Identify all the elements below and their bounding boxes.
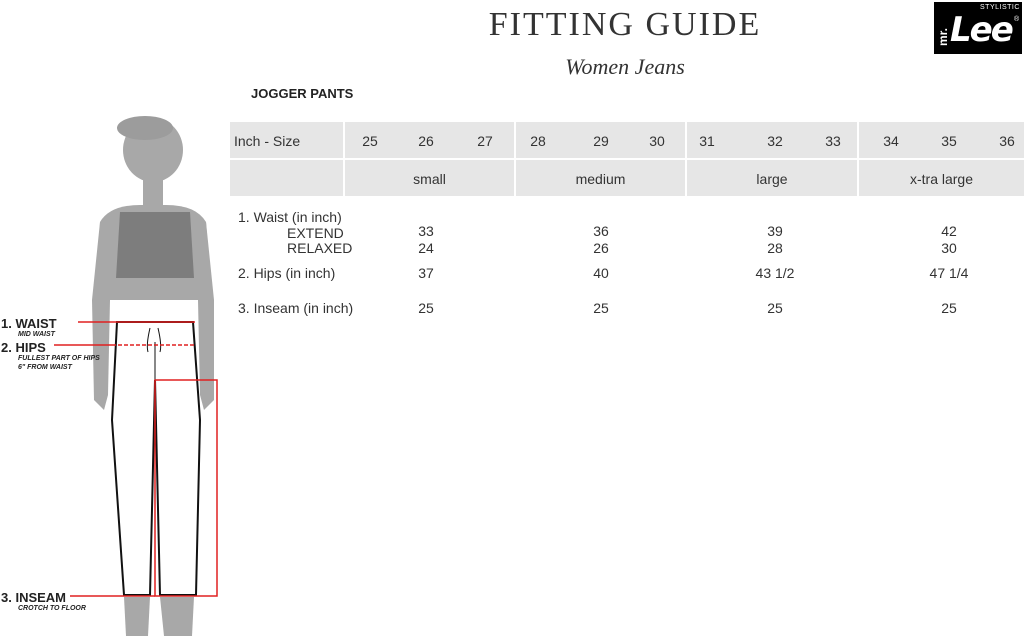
- size-header-label: Inch - Size: [234, 133, 301, 149]
- hips-measure-sub2: 6" FROM WAIST: [18, 364, 72, 371]
- size-group: medium: [575, 171, 626, 187]
- hips-value: 43 1/2: [755, 265, 795, 281]
- logo-reg: ®: [1014, 16, 1020, 23]
- size-cell: 29: [593, 133, 609, 149]
- size-cell: 35: [941, 133, 957, 149]
- size-group: large: [756, 171, 788, 187]
- hips-value: 40: [593, 265, 609, 281]
- hips-value: 37: [418, 265, 434, 281]
- waist-measure-label: 1. WAIST: [1, 316, 57, 331]
- relaxed-value: 26: [593, 240, 609, 256]
- size-cell: 34: [883, 133, 899, 149]
- inseam-value: 25: [941, 300, 957, 316]
- size-cell: 26: [418, 133, 434, 149]
- table-divider: [230, 158, 1024, 160]
- extend-label: EXTEND: [287, 225, 344, 241]
- inseam-value: 25: [767, 300, 783, 316]
- relaxed-value: 24: [418, 240, 434, 256]
- waist-label: 1. Waist (in inch): [238, 209, 342, 225]
- size-group: x-tra large: [909, 171, 974, 187]
- product-name: JOGGER PANTS: [251, 86, 354, 101]
- size-cell: 36: [999, 133, 1015, 149]
- logo-mr: mr.: [936, 27, 950, 46]
- extend-value: 39: [767, 223, 783, 239]
- size-group: small: [413, 171, 446, 187]
- size-cell: 31: [699, 133, 715, 149]
- inseam-measure-sub: CROTCH TO FLOOR: [18, 605, 86, 612]
- extend-value: 33: [418, 223, 434, 239]
- hips-value: 47 1/4: [929, 265, 969, 281]
- size-cell: 27: [477, 133, 493, 149]
- inseam-value: 25: [418, 300, 434, 316]
- size-cell: 33: [825, 133, 841, 149]
- relaxed-value: 30: [941, 240, 957, 256]
- relaxed-label: RELAXED: [287, 240, 353, 256]
- relaxed-value: 28: [767, 240, 783, 256]
- size-cell: 30: [649, 133, 665, 149]
- extend-value: 36: [593, 223, 609, 239]
- hips-label: 2. Hips (in inch): [238, 265, 336, 281]
- hips-measure-label: 2. HIPS: [1, 340, 46, 355]
- inseam-label: 3. Inseam (in inch): [238, 300, 354, 316]
- page-title: FITTING GUIDE: [488, 6, 762, 43]
- inseam-value: 25: [593, 300, 609, 316]
- hips-measure-sub: FULLEST PART OF HIPS: [18, 355, 100, 362]
- size-cell: 25: [362, 133, 378, 149]
- size-cell: 28: [530, 133, 546, 149]
- size-cell: 32: [767, 133, 783, 149]
- waist-measure-sub: MID WAIST: [18, 331, 55, 338]
- page-subtitle: Women Jeans: [565, 54, 685, 79]
- extend-value: 42: [941, 223, 957, 239]
- inseam-measure-label: 3. INSEAM: [1, 590, 67, 605]
- body-figure-illustration: [0, 110, 230, 638]
- logo-lee: Lee: [950, 10, 1012, 50]
- brand-logo: [934, 2, 1022, 54]
- logo-tag: STYLISTIC: [980, 4, 1020, 11]
